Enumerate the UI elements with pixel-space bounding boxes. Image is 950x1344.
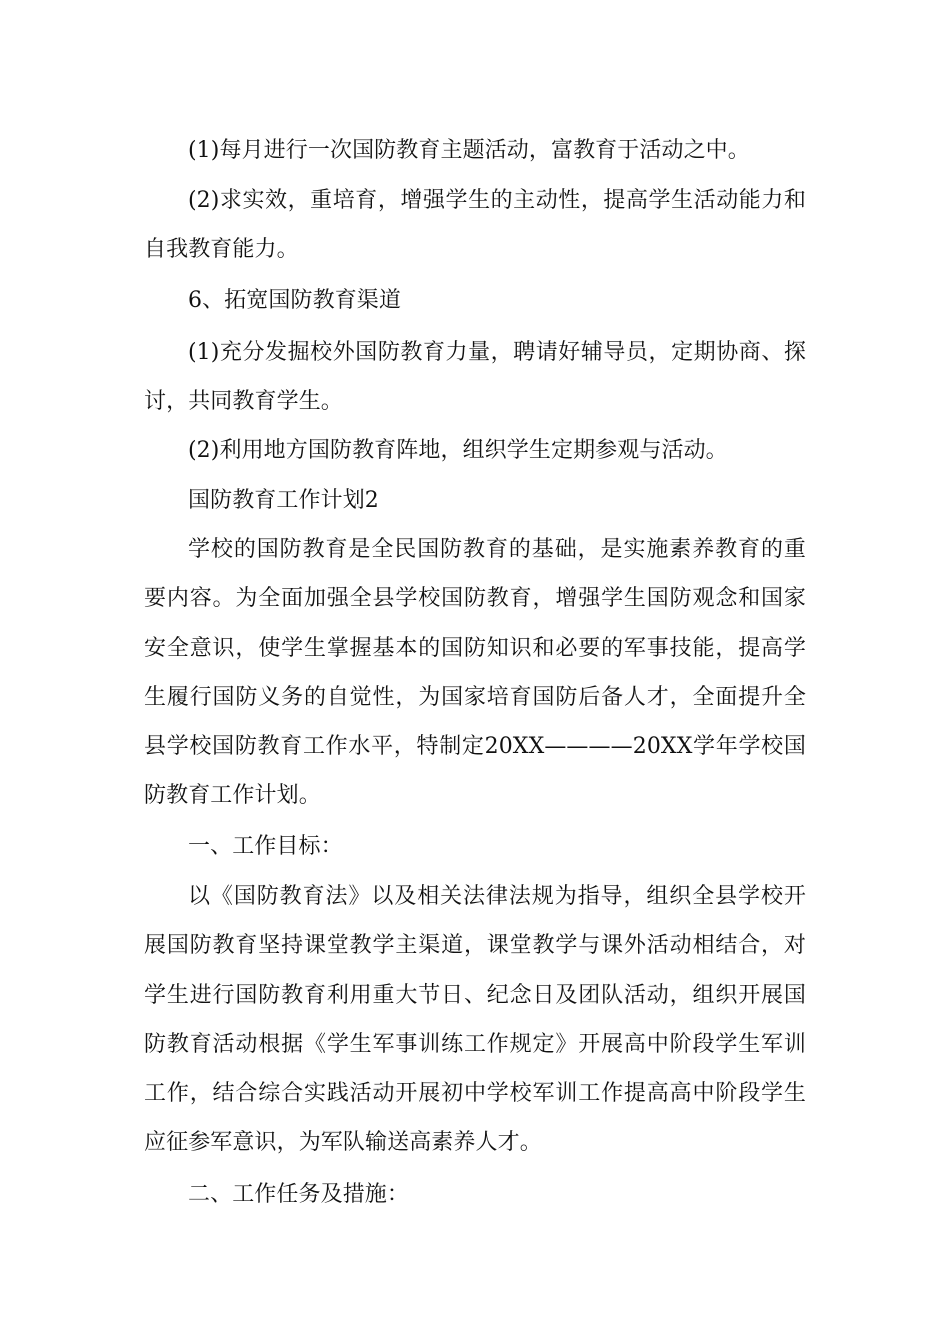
heading-expand-channels: 6、拓宽国防教育渠道 — [188, 288, 401, 313]
heading-work-goals: 一、工作目标： — [188, 834, 343, 859]
paragraph-work-goals-body: 以《国防教育法》以及相关法律法规为指导，组织全县学校开展国防教育坚持课堂教学主渠道，课堂教学与课外活动相结合，对学生进行国防教育利用重大节日、纪念日及团队活动，组织开展国防教育活动根据《学生军事训练工作规定》开展高中阶段学生军训工作，结合综合实践活动开展初中学校军训工作提高高中阶段学生应征参军意识，为军队输送高素养人才。 — [144, 884, 806, 1156]
paragraph-plan-intro: 学校的国防教育是全民国防教育的基础，是实施素养教育的重要内容。为全面加强全县学校国防教育，增强学生国防观念和国家安全意识，使学生掌握基本的国防知识和必要的军事技能，提高学生履行国防义务的自觉性，为国家培育国防后备人才，全面提升全县学校国防教育工作水平，特制定20XX————20XX学年学校国防教育工作计划。 — [144, 537, 806, 809]
paragraph-external-forces: (1)充分发掘校外国防教育力量，聘请好辅导员，定期协商、探讨，共同教育学生。 — [144, 340, 806, 415]
paragraph-practical-effect: (2)求实效，重培育，增强学生的主动性，提高学生活动能力和自我教育能力。 — [144, 188, 806, 263]
heading-tasks-measures: 二、工作任务及措施： — [188, 1182, 410, 1207]
paragraph-monthly-activity: (1)每月进行一次国防教育主题活动，富教育于活动之中。 — [188, 138, 750, 163]
paragraph-local-bases: (2)利用地方国防教育阵地，组织学生定期参观与活动。 — [188, 438, 728, 463]
section-title-plan-2: 国防教育工作计划2 — [188, 488, 379, 513]
